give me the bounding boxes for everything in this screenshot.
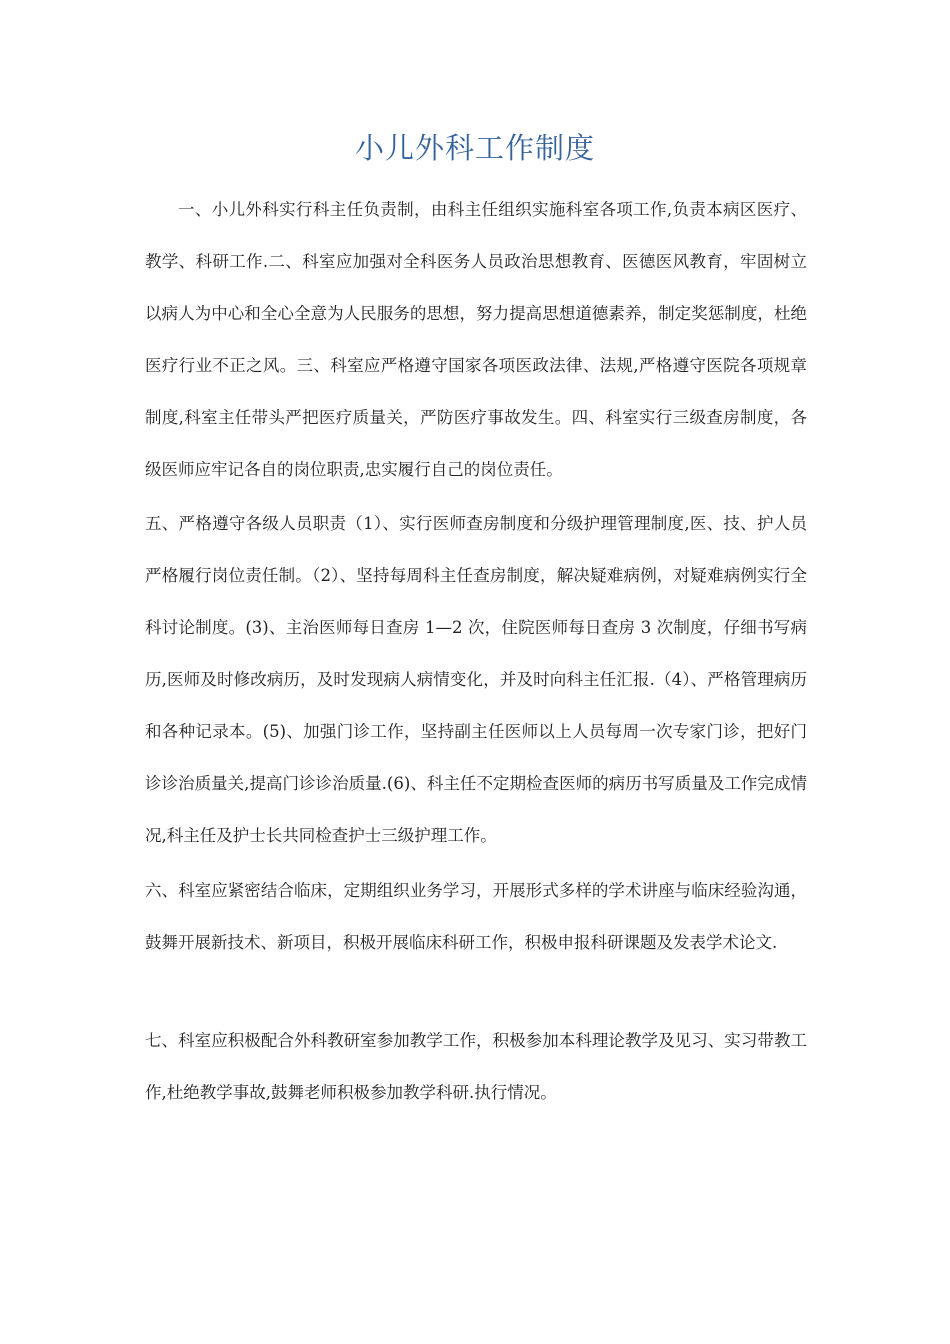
paragraph-2: 五、严格遵守各级人员职责（1）、实行医师查房制度和分级护理管理制度,医、技、护人员严格履行岗位责任制。（2）、坚持每周科主任查房制度，解决疑难病例，对疑难病例实行全科讨论制度。(3)、主治医师每日查房 1—2 次，住院医师每日查房 3 次制度，仔细书写病历,医师及时修改病历，及时发现病人病情变化，并及时向科主任汇报.（4）、严格管理病历和各种记录本。(5)、加强门诊工作，坚持副主任医师以上人员每周一次专家门诊，把好门诊诊治质量关,提高门诊诊治质量.(6)、科主任不定期检查医师的病历书写质量及工作完成情况,科主任及护士长共同检查护士三级护理工作。 — [145, 514, 807, 845]
document-title: 小儿外科工作制度 — [354, 131, 595, 165]
paragraph-3: 六、科室应紧密结合临床，定期组织业务学习，开展形式多样的学术讲座与临床经验沟通，鼓舞开展新技术、新项目，积极开展临床科研工作，积极申报科研课题及发表学术论文. — [145, 881, 807, 952]
paragraph-1: 一、小儿外科实行科主任负责制，由科主任组织实施科室各项工作,负责本病区医疗、教学、科研工作.二、科室应加强对全科医务人员政治思想教育、医德医风教育，牢固树立以病人为中心和全心全意为人民服务的思想，努力提高思想道德素养，制定奖惩制度，杜绝医疗行业不正之风。三、科室应严格遵守国家各项医政法律、法规,严格遵守医院各项规章制度,科室主任带头严把医疗质量关，严防医疗事故发生。四、科室实行三级查房制度，各级医师应牢记各自的岗位职责,忠实履行自己的岗位责任。 — [145, 200, 807, 479]
paragraph-4: 七、科室应积极配合外科教研室参加教学工作，积极参加本科理论教学及见习、实习带教工作,杜绝教学事故,鼓舞老师积极参加教学科研.执行情况。 — [145, 1031, 807, 1102]
